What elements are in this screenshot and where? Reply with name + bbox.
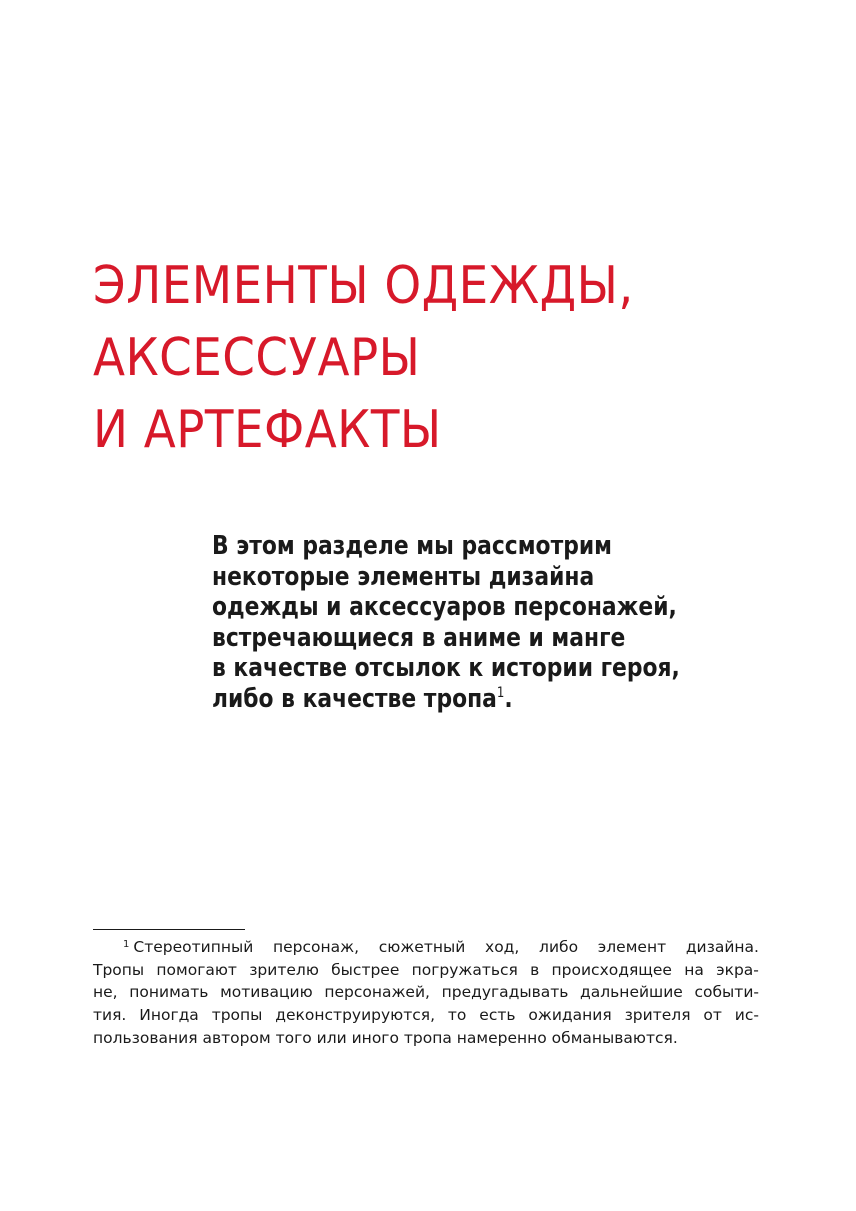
footnote-word: на	[684, 960, 704, 979]
chapter-title	[93, 250, 634, 466]
footnote-word: в	[530, 960, 540, 979]
footnote-word: ожидания	[528, 1006, 612, 1025]
footnote-word: погружаться	[411, 960, 518, 979]
intro-line-6	[212, 684, 680, 715]
footnote-word: персонаж,	[273, 938, 360, 956]
footnote-word: Стереотипный	[133, 938, 254, 956]
footnote-word: дизайна.	[685, 938, 759, 956]
footnote-reference[interactable]: 1	[496, 684, 505, 701]
footnote-word: то	[447, 1006, 467, 1025]
footnote-word: дальнейшие	[580, 983, 683, 1002]
intro-line-3: одежды и аксессуаров персонажей,	[212, 592, 677, 622]
intro-line-1: В этом разделе мы рассмотрим	[212, 531, 613, 561]
footnote-word: есть	[479, 1006, 516, 1025]
footnote-word: зрителя	[624, 1006, 691, 1025]
footnote-word: понимать	[129, 983, 209, 1002]
footnote-line-3	[93, 981, 759, 1004]
footnote-separator	[93, 929, 245, 930]
footnote-line-4	[93, 1004, 759, 1027]
intro-line-5: в качестве отсылок к истории героя,	[212, 653, 680, 683]
footnote-word: предугадывать	[441, 983, 569, 1002]
footnote-word: событи-	[694, 983, 759, 1002]
chapter-title-line-2: АКСЕССУАРЫ	[93, 328, 421, 388]
footnote-word: происходящее	[551, 960, 672, 979]
intro-line-4: встречающиеся в аниме и манге	[212, 622, 626, 653]
footnote-line-1	[93, 936, 759, 959]
footnote-word: элемент	[597, 938, 667, 956]
intro-end-punct: .	[504, 683, 513, 714]
intro-line-6-text: либо в качестве тропа	[212, 683, 497, 714]
footnote-word: зрителю	[249, 960, 319, 979]
footnote-word: деконструируются,	[275, 1006, 436, 1025]
footnote-word: тропы	[211, 1006, 263, 1025]
footnote-word: не,	[93, 983, 118, 1002]
footnote-word: ход,	[485, 938, 520, 956]
footnote-word: Тропы	[93, 960, 145, 979]
footnote-word: персонажей,	[324, 983, 430, 1002]
footnote-word: пользования автором того или иного тропа намеренно обманываются.	[93, 1028, 678, 1047]
footnote-line-5	[93, 1027, 759, 1050]
chapter-title-line-1: ЭЛЕМЕНТЫ ОДЕЖДЫ,	[93, 256, 634, 316]
footnote-word: помогают	[156, 960, 237, 979]
footnote-mark: 1	[123, 939, 130, 950]
footnote-word: тия.	[93, 1006, 127, 1025]
footnote-word: сюжетный	[378, 938, 466, 956]
footnote-word: мотивацию	[220, 983, 313, 1002]
footnote-word: Иногда	[139, 1006, 199, 1025]
footnote-word: от	[703, 1006, 722, 1025]
footnote-first-word	[123, 936, 253, 959]
footnote-word: быстрее	[331, 960, 400, 979]
footnote-word: ис-	[734, 1006, 759, 1025]
footnote-word: либо	[539, 938, 579, 956]
footnote	[93, 936, 759, 1050]
chapter-title-line-3: И АРТЕФАКТЫ	[93, 400, 442, 460]
footnote-word: экра-	[716, 960, 759, 979]
footnote-line-2	[93, 959, 759, 982]
intro-paragraph	[212, 531, 680, 714]
intro-line-2: некоторые элементы дизайна	[212, 561, 595, 592]
